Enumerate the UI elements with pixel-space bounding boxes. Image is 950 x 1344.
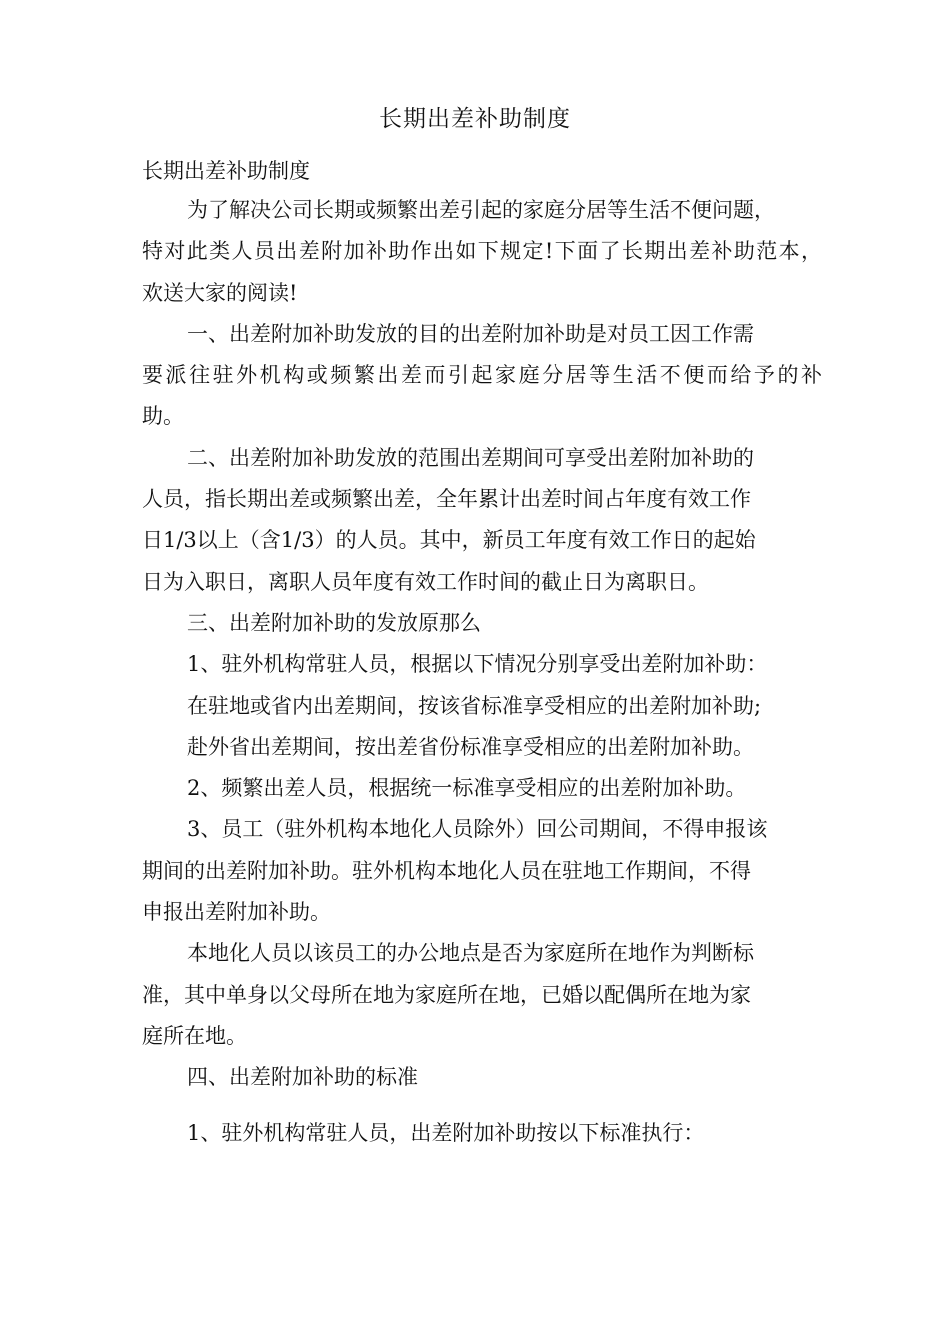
- document-title: 长期出差补助制度: [379, 106, 571, 132]
- paragraph-line: 要派往驻外机构或频繁出差而引起家庭分居等生活不便而给予的补: [142, 363, 822, 388]
- paragraph-line: 日为入职日，离职人员年度有效工作时间的截止日为离职日。: [142, 569, 709, 594]
- section-heading-line: 三、出差附加补助的发放原那么: [187, 610, 481, 635]
- list-item-line: 在驻地或省内出差期间，按该省标准享受相应的出差附加补助;: [187, 693, 762, 718]
- list-item-line: 1、驻外机构常驻人员，根据以下情况分别享受出差附加补助：: [187, 652, 768, 677]
- paragraph-line: 申报出差附加补助。: [142, 900, 331, 925]
- paragraph-line: 日1/3以上（含1/3）的人员。其中，新员工年度有效工作日的起始: [142, 528, 756, 553]
- section-heading-line: 四、出差附加补助的标准: [187, 1065, 418, 1090]
- subtitle-line: 长期出差补助制度: [142, 159, 310, 183]
- section-heading-line: 一、出差附加补助发放的目的出差附加补助是对员工因工作需: [187, 321, 754, 346]
- paragraph-line: 欢送大家的阅读!: [142, 280, 298, 305]
- paragraph-line: 人员，指长期出差或频繁出差，全年累计出差时间占年度有效工作: [142, 487, 751, 512]
- document-body: [142, 152, 822, 1154]
- paragraph-line: 期间的出差附加补助。驻外机构本地化人员在驻地工作期间，不得: [142, 858, 751, 883]
- paragraph-line: 为了解决公司长期或频繁出差引起的家庭分居等生活不便问题，: [187, 198, 775, 222]
- paragraph-line: 庭所在地。: [142, 1023, 247, 1048]
- paragraph-line: 本地化人员以该员工的办公地点是否为家庭所在地作为判断标: [187, 941, 754, 966]
- list-item-line: 1、驻外机构常驻人员，出差附加补助按以下标准执行：: [187, 1120, 705, 1145]
- section-heading-line: 二、出差附加补助发放的范围出差期间可享受出差附加补助的: [187, 445, 754, 470]
- list-item-line: 3、员工（驻外机构本地化人员除外）回公司期间，不得申报该: [187, 817, 768, 842]
- paragraph-line: 特对此类人员出差附加补助作出如下规定!下面了长期出差补助范本，: [142, 239, 822, 264]
- paragraph-line: 助。: [142, 404, 184, 429]
- list-item-line: 赴外省出差期间，按出差省份标准享受相应的出差附加补助。: [187, 734, 754, 759]
- list-item-line: 2、频繁出差人员，根据统一标准享受相应的出差附加补助。: [187, 776, 747, 801]
- paragraph-line: 准，其中单身以父母所在地为家庭所在地，已婚以配偶所在地为家: [142, 982, 751, 1007]
